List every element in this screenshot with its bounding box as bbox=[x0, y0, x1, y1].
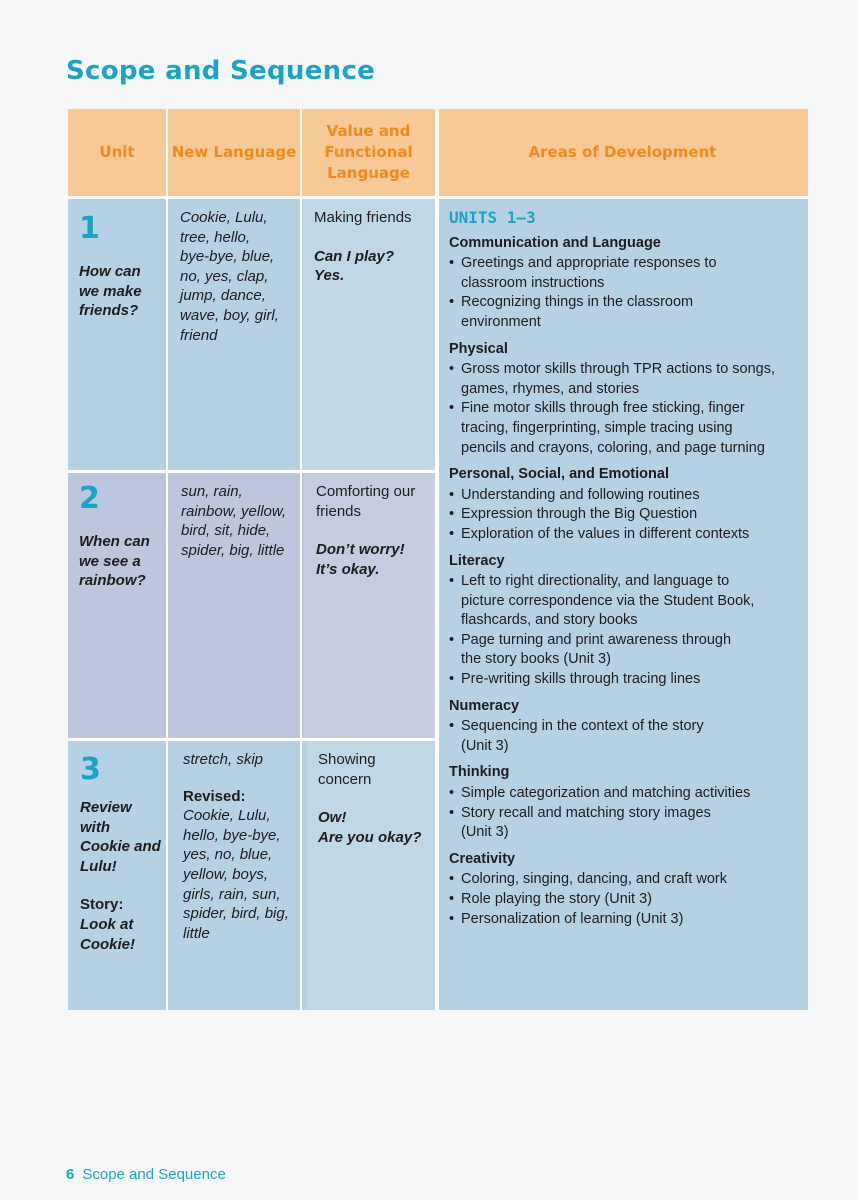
unit-2-new-language: sun, rain, rainbow, yellow, bird, sit, hide, spider, big, little bbox=[168, 472, 304, 740]
list-item: • Exploration of the values in different contexts bbox=[461, 525, 800, 545]
page-title: Scope and Sequence bbox=[66, 56, 376, 86]
list-item: • Pre-writing skills through tracing lines bbox=[461, 670, 800, 690]
section-title: Personal, Social, and Emotional bbox=[449, 466, 669, 483]
section-title: Communication and Language bbox=[449, 234, 661, 251]
section-title: Physical bbox=[449, 340, 508, 357]
page-footer bbox=[66, 1166, 226, 1183]
list-item: • Simple categorization and matching activities bbox=[461, 784, 800, 804]
unit-question: Review with Cookie and Lulu! bbox=[80, 799, 161, 875]
row-divider bbox=[68, 196, 808, 199]
list-item: • Personalization of learning (Unit 3) bbox=[461, 910, 800, 930]
unit-3-value: Showing concern Ow! Are you okay? bbox=[306, 740, 441, 1010]
section-list bbox=[449, 254, 800, 332]
list-item: • Recognizing things in the classroom environment bbox=[461, 293, 800, 332]
list-item: • Page turning and print awareness through the story books (Unit 3) bbox=[461, 631, 800, 670]
unit-2-cell bbox=[68, 472, 168, 740]
section-title: Creativity bbox=[449, 850, 516, 867]
section-title: Literacy bbox=[449, 552, 505, 569]
list-item: • Left to right directionality, and language to picture correspondence via the Student Book, flashcards, and story books bbox=[461, 572, 800, 631]
list-item: • Expression through the Big Question bbox=[461, 505, 800, 525]
header-new-language: New Language bbox=[168, 109, 300, 196]
section-list bbox=[449, 717, 800, 756]
list-item: • Fine motor skills through free sticking, finger tracing, fingerprinting, simple tracing using pencils and crayons, coloring, and page turning bbox=[461, 399, 800, 458]
unit-question: When can we see a rainbow? bbox=[79, 533, 150, 590]
unit-1-new-language: Cookie, Lulu, tree, hello, bye-bye, blue, no, yes, clap, jump, dance, wave, boy, girl, friend bbox=[168, 198, 302, 472]
areas-of-development bbox=[439, 198, 808, 1010]
unit-1-cell bbox=[68, 198, 168, 472]
unit-3-cell bbox=[68, 740, 170, 1010]
list-item: • Greetings and appropriate responses to classroom instructions bbox=[461, 254, 800, 293]
list-item: • Role playing the story (Unit 3) bbox=[461, 890, 800, 910]
story-title: Look at Cookie! bbox=[80, 915, 136, 953]
unit-question: How can we make friends? bbox=[79, 263, 142, 320]
header-areas: Areas of Development bbox=[437, 109, 808, 196]
footer-label: Scope and Sequence bbox=[82, 1166, 226, 1183]
list-item: • Sequencing in the context of the story (Unit 3) bbox=[461, 717, 800, 756]
unit-number: 3 bbox=[80, 752, 101, 787]
header-value-functional: Value and Functional Language bbox=[302, 109, 435, 196]
section-list bbox=[449, 572, 800, 690]
page-number: 6 bbox=[66, 1166, 75, 1183]
unit-number: 2 bbox=[79, 481, 100, 516]
header-unit: Unit bbox=[68, 109, 166, 196]
section-list bbox=[449, 784, 800, 843]
unit-3-new-language: stretch, skip Revised: Cookie, Lulu, hello, bye-bye, yes, no, blue, yellow, boys, girls, rain, sun, spider, bird, big, little bbox=[170, 740, 306, 1010]
unit-number: 1 bbox=[79, 211, 100, 246]
list-item: • Coloring, singing, dancing, and craft work bbox=[461, 870, 800, 890]
list-item: • Story recall and matching story images (Unit 3) bbox=[461, 804, 800, 843]
section-title: Numeracy bbox=[449, 697, 520, 714]
story-label: Story: bbox=[80, 896, 124, 914]
scope-sequence-table bbox=[68, 109, 808, 1010]
section-list bbox=[449, 486, 800, 545]
unit-1-value: Making friends Can I play? Yes. bbox=[302, 198, 437, 472]
row-divider bbox=[68, 470, 439, 473]
row-divider bbox=[68, 738, 439, 741]
list-item: • Gross motor skills through TPR actions to songs, games, rhymes, and stories bbox=[461, 360, 800, 399]
list-item: • Understanding and following routines bbox=[461, 486, 800, 506]
section-list bbox=[449, 870, 800, 929]
unit-2-value: Comforting our friends Don’t worry! It’s okay. bbox=[304, 472, 439, 740]
areas-heading: UNITS 1–3 bbox=[449, 208, 536, 227]
section-list bbox=[449, 360, 800, 458]
section-title: Thinking bbox=[449, 764, 510, 781]
